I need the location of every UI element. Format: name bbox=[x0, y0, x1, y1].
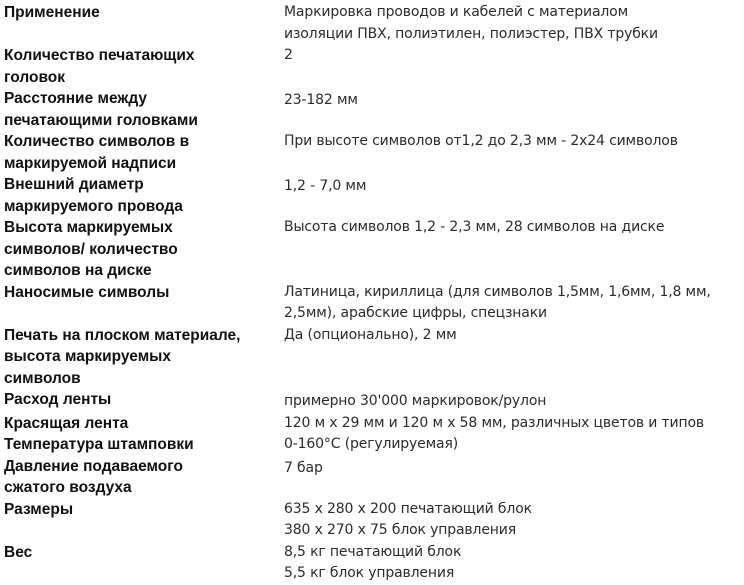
spec-label-line: Количество печатающих bbox=[4, 47, 195, 64]
spec-label-line: Размеры bbox=[4, 500, 74, 518]
spec-label-line: маркируемой надписи bbox=[4, 154, 177, 172]
spec-label-line: Красящая лента bbox=[4, 414, 129, 432]
spec-row bbox=[4, 131, 742, 174]
spec-value bbox=[284, 325, 742, 390]
spec-value-line: 5,5 кг блок управления bbox=[284, 565, 455, 581]
spec-row bbox=[4, 2, 742, 45]
spec-value-line: 2,5мм), арабские цифры, спецзнаки bbox=[284, 305, 547, 321]
spec-label-line: сжатого воздуха bbox=[4, 479, 132, 496]
spec-value-line: 0-160°C (регулируемая) bbox=[284, 436, 459, 452]
spec-label bbox=[4, 542, 284, 585]
spec-table bbox=[4, 2, 742, 585]
spec-label-line: Количество символов в bbox=[4, 133, 190, 150]
spec-label bbox=[4, 174, 284, 217]
spec-value bbox=[284, 2, 742, 45]
spec-label-line: символов bbox=[4, 369, 81, 387]
spec-label bbox=[4, 434, 284, 456]
spec-value-line: Да (опционально), 2 мм bbox=[284, 326, 457, 343]
spec-label-line: высота маркируемых bbox=[4, 348, 172, 365]
spec-value-line: 2 bbox=[284, 47, 293, 63]
spec-value bbox=[284, 131, 742, 174]
spec-label bbox=[4, 45, 284, 88]
spec-row bbox=[4, 389, 742, 413]
spec-value bbox=[284, 434, 742, 456]
spec-label-line: Высота маркируемых bbox=[4, 219, 173, 236]
spec-label-line: Наносимые символы bbox=[4, 283, 170, 301]
spec-table-body bbox=[4, 2, 742, 585]
spec-value-line: 635 х 280 х 200 печатающий блок bbox=[284, 500, 532, 517]
spec-row bbox=[4, 542, 742, 585]
spec-value-line: Высота символов 1,2 - 2,3 мм, 28 символов на диске bbox=[284, 219, 665, 235]
spec-label-line: головок bbox=[4, 68, 65, 86]
spec-label-line: символов на диске bbox=[4, 262, 152, 279]
spec-label-line: Внешний диаметр bbox=[4, 176, 144, 193]
spec-label bbox=[4, 88, 284, 131]
spec-value-line: Маркировка проводов и кабелей с материалом bbox=[284, 4, 628, 20]
spec-label-line: Давление подаваемого bbox=[4, 457, 183, 475]
spec-value-line: Латиница, кириллица (для символов 1,5мм, 1,6мм, 1,8 мм, bbox=[284, 283, 711, 300]
spec-row bbox=[4, 217, 742, 282]
spec-label bbox=[4, 217, 284, 282]
spec-value bbox=[284, 88, 742, 131]
spec-value-line: изоляции ПВХ, полиэтилен, полиэстер, ПВХ трубки bbox=[284, 25, 658, 42]
spec-row bbox=[4, 88, 742, 131]
spec-row bbox=[4, 499, 742, 542]
spec-value bbox=[284, 282, 742, 325]
spec-value-line: 120 м х 29 мм и 120 м х 58 мм, различных цветов и типов bbox=[284, 414, 705, 431]
spec-value-line: 23-182 мм bbox=[284, 92, 358, 108]
spec-value bbox=[284, 174, 742, 217]
spec-row bbox=[4, 434, 742, 456]
spec-label bbox=[4, 389, 284, 413]
spec-value-line: 380 х 270 х 75 блок управления bbox=[284, 522, 517, 538]
spec-label-line: маркируемого провода bbox=[4, 197, 183, 215]
spec-value bbox=[284, 542, 742, 585]
spec-value-line: 8,5 кг печатающий блок bbox=[284, 543, 462, 560]
spec-label bbox=[4, 2, 284, 45]
spec-label-line: символов/ количество bbox=[4, 240, 178, 258]
spec-value bbox=[284, 389, 742, 413]
spec-value-line: примерно 30'000 маркировок/рулон bbox=[284, 393, 547, 409]
spec-label-line: Печать на плоском материале, bbox=[4, 326, 241, 344]
spec-label-line: Расход ленты bbox=[4, 391, 112, 408]
spec-value bbox=[284, 45, 742, 88]
spec-value-line: 1,2 - 7,0 мм bbox=[284, 178, 367, 194]
spec-row bbox=[4, 456, 742, 499]
spec-label bbox=[4, 499, 284, 542]
spec-row bbox=[4, 413, 742, 435]
spec-label bbox=[4, 413, 284, 435]
spec-label-line: Температура штамповки bbox=[4, 436, 194, 453]
spec-value-line: При высоте символов от1,2 до 2,3 мм - 2х24 символов bbox=[284, 133, 678, 149]
spec-value bbox=[284, 413, 742, 435]
spec-value bbox=[284, 217, 742, 282]
spec-value-line: 7 бар bbox=[284, 459, 323, 476]
spec-value bbox=[284, 456, 742, 499]
spec-label-line: печатающими головками bbox=[4, 111, 198, 129]
spec-value bbox=[284, 499, 742, 542]
spec-row bbox=[4, 325, 742, 390]
spec-row bbox=[4, 174, 742, 217]
spec-label bbox=[4, 131, 284, 174]
spec-label bbox=[4, 325, 284, 390]
spec-label-line: Вес bbox=[4, 543, 33, 561]
spec-label-line: Расстояние между bbox=[4, 90, 148, 107]
spec-row bbox=[4, 282, 742, 325]
spec-label bbox=[4, 282, 284, 325]
spec-label bbox=[4, 456, 284, 499]
spec-row bbox=[4, 45, 742, 88]
spec-label-line: Применение bbox=[4, 4, 100, 21]
